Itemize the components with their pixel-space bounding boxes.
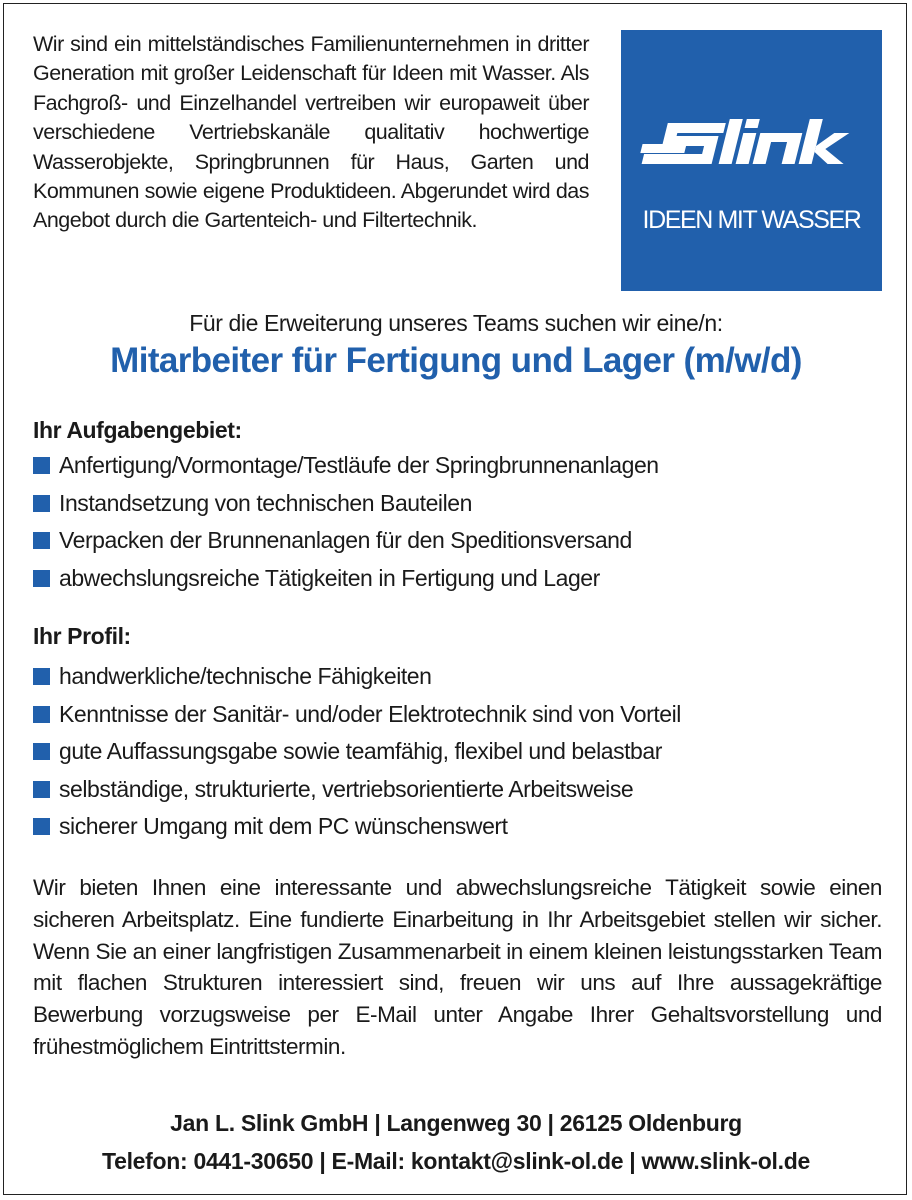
company-intro: Wir sind ein mittelständisches Familienunternehmen in dritter Generation mit großer Leidenschaft für Ideen mit Wasser. Als Fachgroß- und Einzelhandel vertreiben wir europaweit über verschiedene Vertriebskanäle qualitativ hochwertige Wasserobjekte, Springbrunnen für Haus, Garten und Kommunen sowie eigene Produktideen. Abgerundet wird das Angebot durch die Gartenteich- und Filtertechnik.: [33, 32, 589, 233]
contact-line: Telefon: 0441-30650 | E-Mail: kontakt@slink-ol.de | www.slink-ol.de: [102, 1148, 810, 1174]
list-item: abwechslungsreiche Tätigkeiten in Fertigung und Lager: [33, 560, 659, 598]
profile-list: [33, 658, 681, 846]
tasks-list: [33, 447, 659, 597]
square-bullet-icon: [33, 668, 50, 685]
list-item: selbständige, strukturierte, vertriebsorientierte Arbeitsweise: [33, 771, 681, 809]
tasks-heading: Ihr Aufgabengebiet:: [33, 417, 242, 443]
slink-wordmark: [621, 30, 882, 291]
list-item: handwerkliche/technische Fähigkeiten: [33, 658, 681, 696]
square-bullet-icon: [33, 781, 50, 798]
square-bullet-icon: [33, 457, 50, 474]
list-item: Kenntnisse der Sanitär- und/oder Elektrotechnik sind von Vorteil: [33, 696, 681, 734]
square-bullet-icon: [33, 706, 50, 723]
logo-tagline: IDEEN MIT WASSER: [642, 206, 861, 234]
square-bullet-icon: [33, 743, 50, 760]
square-bullet-icon: [33, 570, 50, 587]
company-address: Jan L. Slink GmbH | Langenweg 30 | 26125 Oldenburg: [170, 1110, 742, 1136]
list-item: sicherer Umgang mit dem PC wünschenswert: [33, 808, 681, 846]
list-item: gute Auffassungsgabe sowie teamfähig, flexibel und belastbar: [33, 733, 681, 771]
search-line: Für die Erweiterung unseres Teams suchen wir eine/n:: [189, 310, 723, 336]
job-title: Mitarbeiter für Fertigung und Lager (m/w/d): [110, 341, 802, 380]
square-bullet-icon: [33, 532, 50, 549]
offer-text: Wir bieten Ihnen eine interessante und abwechslungsreiche Tätigkeit sowie einen sicheren Arbeitsplatz. Eine fundierte Einarbeitung in Ihr Arbeitsgebiet stellen wir sicher. Wenn Sie an einer langfristigen Zusammenarbeit in einem kleinen leistungsstarken Team mit flachen Strukturen interessiert sind, freuen wir uns auf Ihre aussagekräftige Bewerbung vorzugsweise per E-Mail unter Angabe Ihrer Gehaltsvorstellung und frühestmöglichem Eintrittstermin.: [33, 875, 882, 1059]
list-item: Instandsetzung von technischen Bauteilen: [33, 485, 659, 523]
list-item: Verpacken der Brunnenanlagen für den Speditionsversand: [33, 522, 659, 560]
profile-heading: Ihr Profil:: [33, 623, 131, 649]
square-bullet-icon: [33, 818, 50, 835]
square-bullet-icon: [33, 495, 50, 512]
slink-logo: [621, 30, 882, 291]
list-item: Anfertigung/Vormontage/Testläufe der Springbrunnenanlagen: [33, 447, 659, 485]
